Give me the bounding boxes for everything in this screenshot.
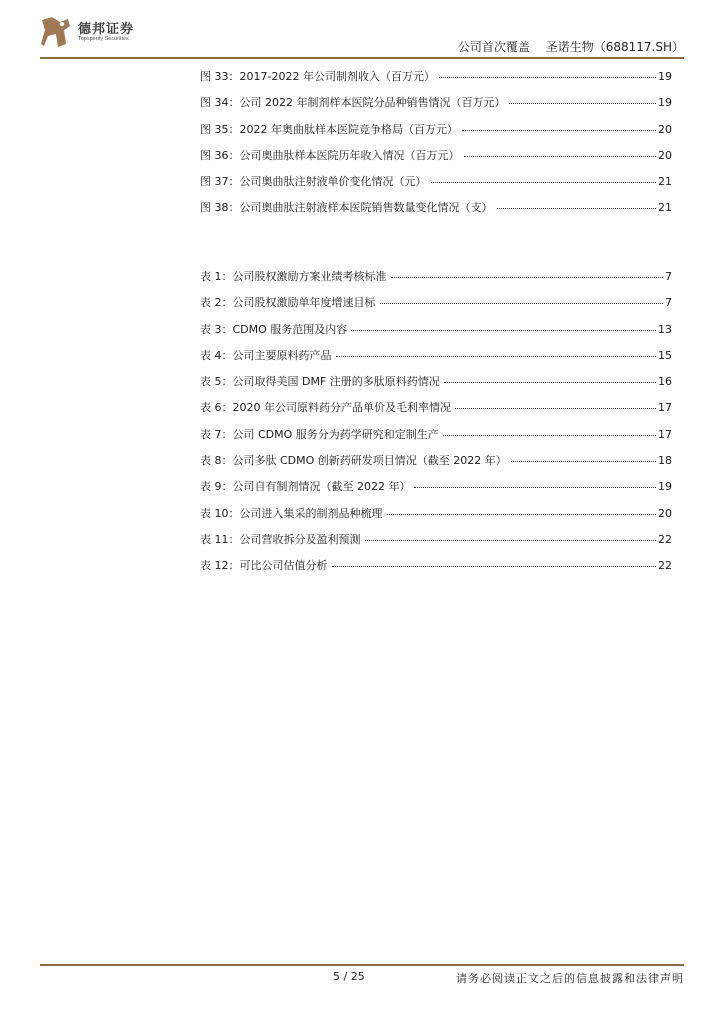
page-number: 20	[658, 506, 672, 520]
page-number: 19	[658, 96, 672, 110]
dot-leader	[439, 76, 656, 78]
table-entry[interactable]: 表 11：公司营收拆分及盈利预测 22	[200, 532, 672, 546]
figure-entry[interactable]: 图 37：公司奥曲肽注射液单价变化情况（元） 21	[200, 175, 672, 189]
report-header	[458, 38, 684, 55]
table-entry[interactable]: 表 7：公司 CDMO 服务分为药学研究和定制生产 17	[200, 427, 672, 441]
dot-leader	[431, 181, 657, 183]
figure-entry[interactable]: 图 36：公司奥曲肽样本医院历年收入情况（百万元） 20	[200, 148, 672, 162]
page-number: 7	[665, 270, 672, 283]
dot-leader	[365, 539, 657, 541]
page-number: 13	[658, 322, 672, 336]
page-number: 19	[658, 480, 672, 494]
page-number: 15	[658, 348, 672, 362]
dot-leader	[414, 486, 656, 488]
table-entry[interactable]: 表 8：公司多肽 CDMO 创新药研发项目情况（截至 2022 年） 18	[200, 454, 672, 468]
page-number: 17	[658, 427, 672, 441]
page-number: 20	[658, 122, 672, 136]
page-number: 7	[665, 296, 672, 310]
dot-leader	[462, 129, 656, 131]
dot-leader	[511, 460, 656, 462]
company-name: 圣诺生物（688117.SH）	[545, 40, 684, 54]
page-number: 21	[658, 201, 672, 215]
table-entry[interactable]: 表 9：公司自有制剂情况（截至 2022 年） 19	[200, 480, 672, 494]
dot-leader	[387, 513, 657, 515]
dot-leader	[336, 355, 657, 357]
page-number: 17	[658, 401, 672, 415]
figure-list	[200, 68, 672, 226]
table-entry[interactable]: 表 1：公司股权激励方案业绩考核标准 7	[200, 270, 672, 283]
table-entry[interactable]: 表 3：CDMO 服务范围及内容 13	[200, 322, 672, 336]
table-entry[interactable]: 表 6：2020 年公司原料药分产品单价及毛利率情况 17	[200, 401, 672, 415]
page-number: 18	[658, 454, 672, 468]
figure-entry[interactable]: 图 35：2022 年奥曲肽样本医院竞争格局（百万元） 20	[200, 122, 672, 136]
dot-leader	[455, 407, 656, 409]
page-indicator: 5 / 25	[333, 970, 365, 983]
dot-leader	[497, 207, 657, 209]
table-entry[interactable]: 表 10：公司进入集采的制剂品种梳理 20	[200, 506, 672, 520]
figure-entry[interactable]: 图 38：公司奥曲肽注射液样本医院销售数量变化情况（支） 21	[200, 201, 672, 215]
dot-leader	[464, 155, 657, 157]
report-type: 公司首次覆盖	[457, 40, 530, 54]
disclaimer-note: 请务必阅读正文之后的信息披露和法律声明	[456, 972, 684, 985]
dot-leader	[443, 434, 656, 436]
dot-leader	[380, 302, 664, 304]
footer-divider	[40, 964, 684, 966]
dot-leader	[351, 329, 656, 331]
table-entry[interactable]: 表 4：公司主要原料药产品 15	[200, 348, 672, 362]
logo-subtext: Topsperity Securities	[78, 36, 129, 42]
logo-text: 德邦证券	[78, 22, 135, 37]
page-number: 19	[658, 70, 672, 83]
dot-leader	[444, 381, 656, 383]
logo-mark-icon	[38, 14, 74, 50]
page-number: 22	[658, 532, 672, 546]
dot-leader	[391, 276, 664, 278]
dot-leader	[332, 565, 657, 567]
company-logo	[38, 14, 148, 50]
page-number: 16	[658, 375, 672, 389]
figure-entry[interactable]: 图 33：2017-2022 年公司制剂收入（百万元） 19	[200, 70, 672, 83]
page-number: 22	[658, 559, 672, 573]
dot-leader	[509, 102, 656, 104]
header-divider	[40, 57, 684, 59]
table-entry[interactable]: 表 12：可比公司估值分析 22	[200, 559, 672, 573]
table-entry[interactable]: 表 2：公司股权激励单年度增速目标 7	[200, 296, 672, 310]
page-number: 21	[658, 175, 672, 189]
table-list	[200, 268, 672, 584]
figure-entry[interactable]: 图 34：公司 2022 年制剂样本医院分品种销售情况（百万元） 19	[200, 96, 672, 110]
table-entry[interactable]: 表 5：公司取得美国 DMF 注册的多肽原料药情况 16	[200, 375, 672, 389]
page-number: 20	[658, 148, 672, 162]
